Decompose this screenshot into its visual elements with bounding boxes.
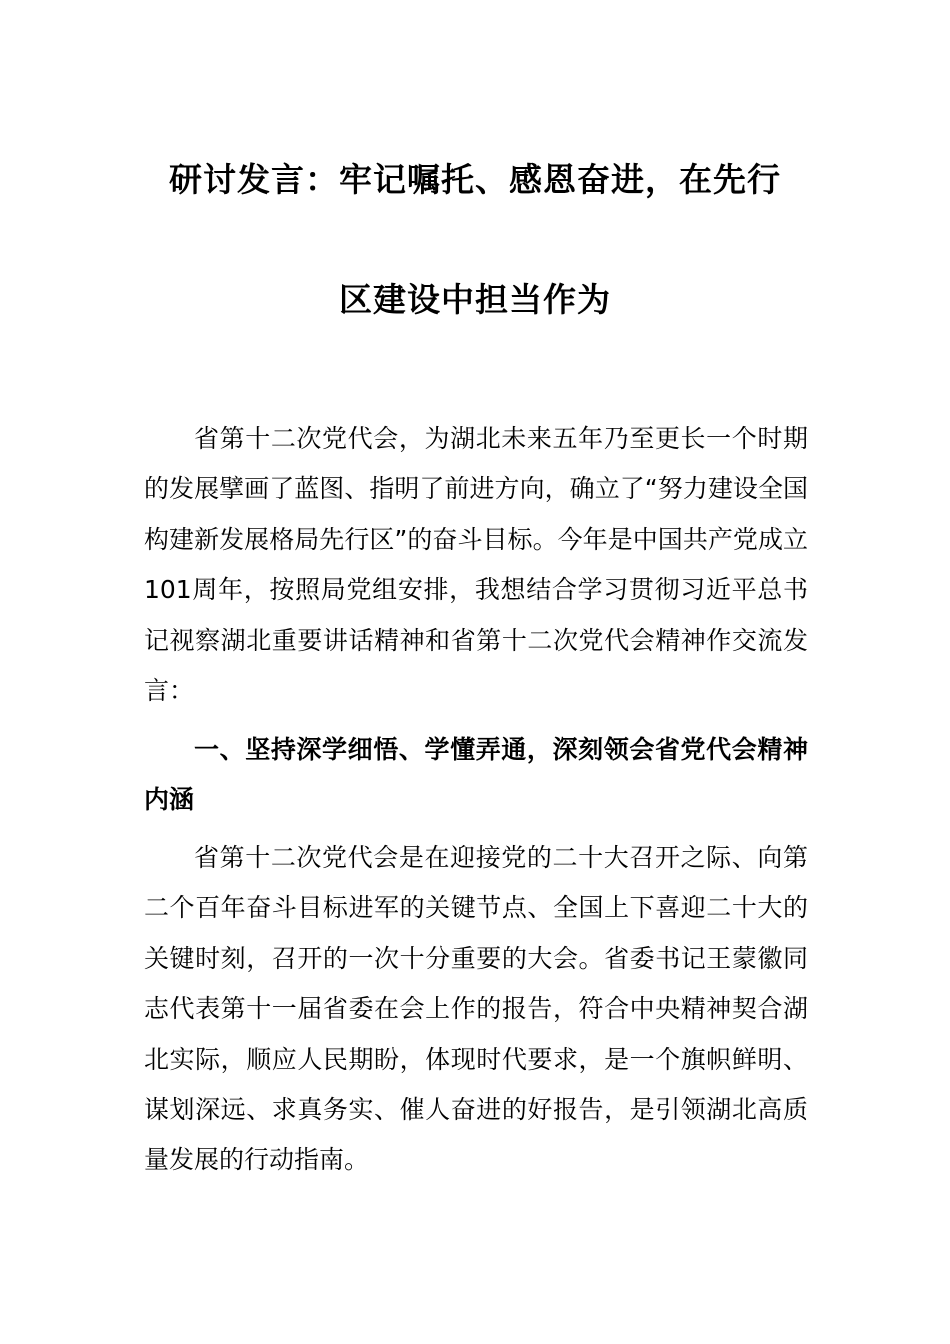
body-paragraph-1: 省第十二次党代会，为湖北未来五年乃至更长一个时期的发展擘画了蓝图、指明了前进方向，确立了“努力建设全国构建新发展格局先行区”的奋斗目标。今年是中国共产党成立101周年，按照局党组安排，我想结合学习贯彻习近平总书记视察湖北重要讲话精神和省第十二次党代会精神作交流发言： [144,424,808,706]
document-title-line-1: 研讨发言：牢记嘱托、感恩奋进，在先行 [169,160,781,199]
document-title-line-2: 区建设中担当作为 [339,280,611,319]
body-paragraph-2: 省第十二次党代会是在迎接党的二十大召开之际、向第二个百年奋斗目标进军的关键节点、全国上下喜迎二十大的关键时刻，召开的一次十分重要的大会。省委书记王蒙徽同志代表第十一届省委在会上作的报告，符合中央精神契合湖北实际，顺应人民期盼，体现时代要求，是一个旗帜鲜明、谋划深远、求真务实、催人奋进的好报告，是引领湖北高质量发展的行动指南。 [144,843,808,1175]
section-heading-1: 一、坚持深学细悟、学懂弄通，深刻领会省党代会精神内涵 [144,735,808,815]
